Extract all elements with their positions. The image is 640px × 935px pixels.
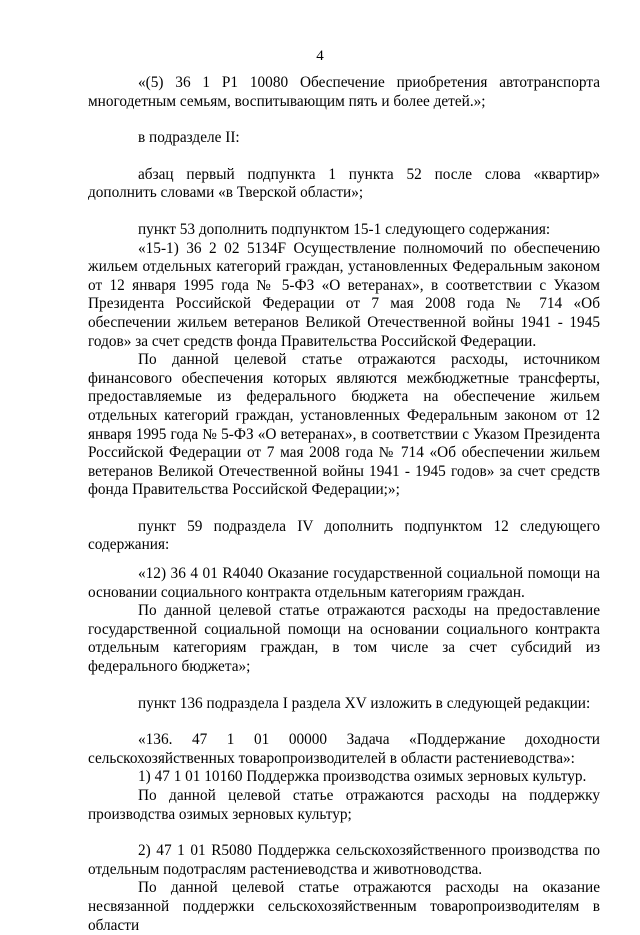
paragraph-12-description: По данной целевой статье отражаются расходы на предоставление государственной социальной помощи на основании социального контракта отдельным категориям граждан, в том числе за счет субсидий из федерального бюджета»; (88, 602, 600, 676)
paragraph-item-5: «(5) 36 1 P1 10080 Обеспечение приобретения автотранспорта многодетным семьям, воспитывающим пять и более детей.»; (88, 74, 600, 110)
paragraph-subpoint-15-1: «15-1) 36 2 02 5134F Осуществление полномочий по обеспечению жильем отдельных категорий граждан, установленных Федеральным законом от 12 января 1995 года № 5-ФЗ «О ветеранах», в соответствии с Указом Президента Российской Федерации от 7 мая 2008 года № 714 «Об обеспечении жильем ветеранов Великой Отечественной войны 1941 - 1945 годов» за счет средств фонда Правительства Российской Федерации. (88, 239, 600, 350)
paragraph-point-59: пункт 59 подраздела IV дополнить подпунктом 12 следующего содержания: (88, 517, 600, 554)
paragraph-subpoint-12: «12) 36 4 01 R4040 Оказание государственной социальной помощи на основании социального контракта отдельным категориям граждан. (88, 565, 600, 601)
paragraph-point-52: абзац первый подпункта 1 пункта 52 после слова «квартир» дополнить словами «в Тверской области»; (88, 165, 600, 202)
paragraph-point-53: пункт 53 дополнить подпунктом 15-1 следующего содержания: (138, 220, 551, 238)
document-body (88, 74, 600, 935)
paragraph-point-136: пункт 136 подраздела I раздела XV изложить в следующей редакции: (138, 694, 591, 712)
paragraph-item-1-description: По данной целевой статье отражаются расходы на поддержку производства озимых зерновых культур; (88, 787, 600, 823)
paragraph-subsection-2: в подразделе II: (138, 129, 240, 147)
page-number: 4 (316, 48, 324, 64)
paragraph-136-item-1: 1) 47 1 01 10160 Поддержка производства озимых зерновых культур. (138, 768, 587, 786)
paragraph-item-2-description: По данной целевой статье отражаются расходы на оказание несвязанной поддержки сельскохозяйственным товаропроизводителям в области (88, 879, 600, 934)
paragraph-136-task: «136. 47 1 01 00000 Задача «Поддержание доходности сельскохозяйственных товаропроизводителей в области растениеводства»: (88, 731, 600, 767)
paragraph-136-item-2: 2) 47 1 01 R5080 Поддержка сельскохозяйственного производства по отдельным подотраслям растениеводства и животноводства. (88, 842, 600, 878)
paragraph-15-1-description: По данной целевой статье отражаются расходы, источником финансового обеспечения которых являются межбюджетные трансферты, предоставляемые из федерального бюджета на обеспечение жильем отдельных категорий граждан, установленных Федеральным законом от 12 января 1995 года № 5-ФЗ «О ветеранах», в соответствии с Указом Президента Российской Федерации от 7 мая 2008 года № 714 «Об обеспечении жильем ветеранов Великой Отечественной войны 1941 - 1945 годов» за счет средств фонда Правительства Российской Федерации;»; (88, 351, 600, 499)
